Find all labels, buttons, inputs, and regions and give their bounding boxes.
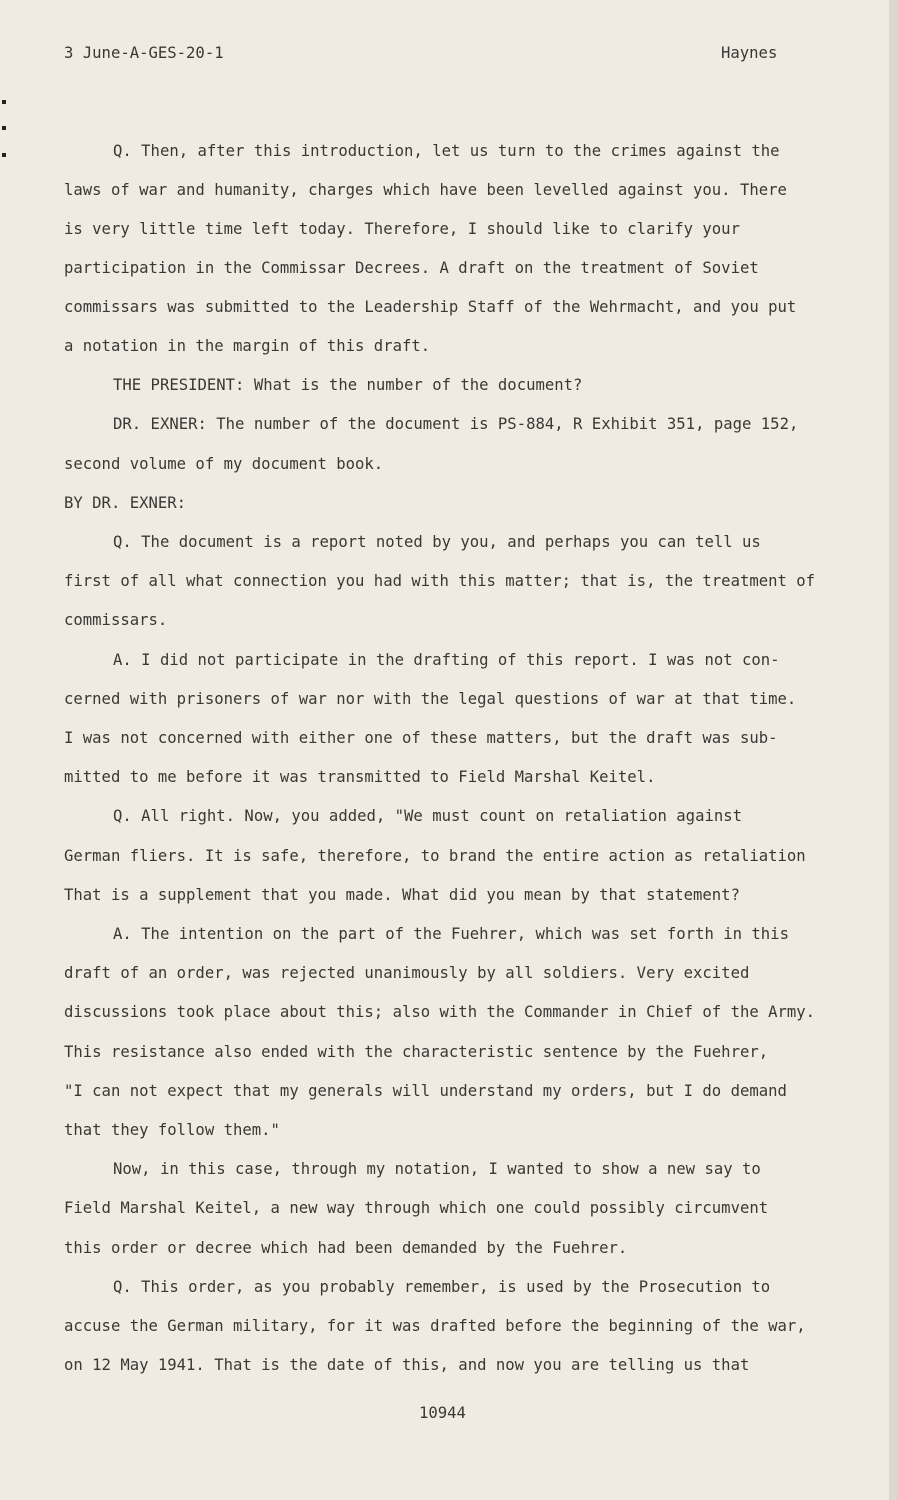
text-line: German fliers. It is safe, therefore, to brand the entire action as retaliation bbox=[64, 847, 806, 865]
text-line: "I can not expect that my generals will understand my orders, but I do demand bbox=[64, 1082, 787, 1100]
text-line: laws of war and humanity, charges which have been levelled against you. There bbox=[64, 181, 787, 199]
text-line: Now, in this case, through my notation, I wanted to show a new say to bbox=[113, 1160, 761, 1178]
text-line: discussions took place about this; also with the Commander in Chief of the Army. bbox=[64, 1003, 816, 1021]
margin-mark bbox=[2, 153, 6, 157]
text-line: cerned with prisoners of war nor with the legal questions of war at that time. bbox=[64, 690, 797, 708]
margin-mark bbox=[2, 100, 6, 104]
text-line: mitted to me before it was transmitted to Field Marshal Keitel. bbox=[64, 768, 656, 786]
text-line: first of all what connection you had with this matter; that is, the treatment of bbox=[64, 572, 816, 590]
text-line: draft of an order, was rejected unanimously by all soldiers. Very excited bbox=[64, 964, 750, 982]
header-reference: 3 June-A-GES-20-1 bbox=[64, 44, 224, 62]
text-line: Q. Then, after this introduction, let us turn to the crimes against the bbox=[113, 142, 780, 160]
text-line: on 12 May 1941. That is the date of this, and now you are telling us that bbox=[64, 1356, 750, 1374]
text-line: that they follow them." bbox=[64, 1121, 280, 1139]
text-line: THE PRESIDENT: What is the number of the document? bbox=[113, 376, 583, 394]
text-line: participation in the Commissar Decrees. A draft on the treatment of Soviet bbox=[64, 259, 759, 277]
text-line: second volume of my document book. bbox=[64, 455, 384, 473]
text-line: Field Marshal Keitel, a new way through which one could possibly circumvent bbox=[64, 1199, 769, 1217]
text-line: A. I did not participate in the drafting of this report. I was not con- bbox=[113, 651, 780, 669]
text-line: That is a supplement that you made. What did you mean by that statement? bbox=[64, 886, 740, 904]
text-line: accuse the German military, for it was drafted before the beginning of the war, bbox=[64, 1317, 806, 1335]
text-line: commissars. bbox=[64, 611, 168, 629]
page-edge bbox=[889, 0, 897, 1500]
text-line: Q. All right. Now, you added, "We must count on retaliation against bbox=[113, 807, 743, 825]
text-line: BY DR. EXNER: bbox=[64, 494, 187, 512]
text-line: a notation in the margin of this draft. bbox=[64, 337, 431, 355]
text-line: commissars was submitted to the Leadership Staff of the Wehrmacht, and you put bbox=[64, 298, 797, 316]
header-name: Haynes bbox=[721, 44, 778, 62]
text-line: is very little time left today. Therefore, I should like to clarify your bbox=[64, 220, 740, 238]
page-number: 10944 bbox=[419, 1404, 466, 1422]
text-line: DR. EXNER: The number of the document is PS-884, R Exhibit 351, page 152, bbox=[113, 415, 799, 433]
text-line: I was not concerned with either one of these matters, but the draft was sub- bbox=[64, 729, 778, 747]
text-line: Q. This order, as you probably remember, is used by the Prosecution to bbox=[113, 1278, 771, 1296]
margin-mark bbox=[2, 126, 6, 130]
text-line: This resistance also ended with the characteristic sentence by the Fuehrer, bbox=[64, 1043, 769, 1061]
text-line: this order or decree which had been demanded by the Fuehrer. bbox=[64, 1239, 628, 1257]
text-line: A. The intention on the part of the Fuehrer, which was set forth in this bbox=[113, 925, 789, 943]
text-line: Q. The document is a report noted by you, and perhaps you can tell us bbox=[113, 533, 761, 551]
